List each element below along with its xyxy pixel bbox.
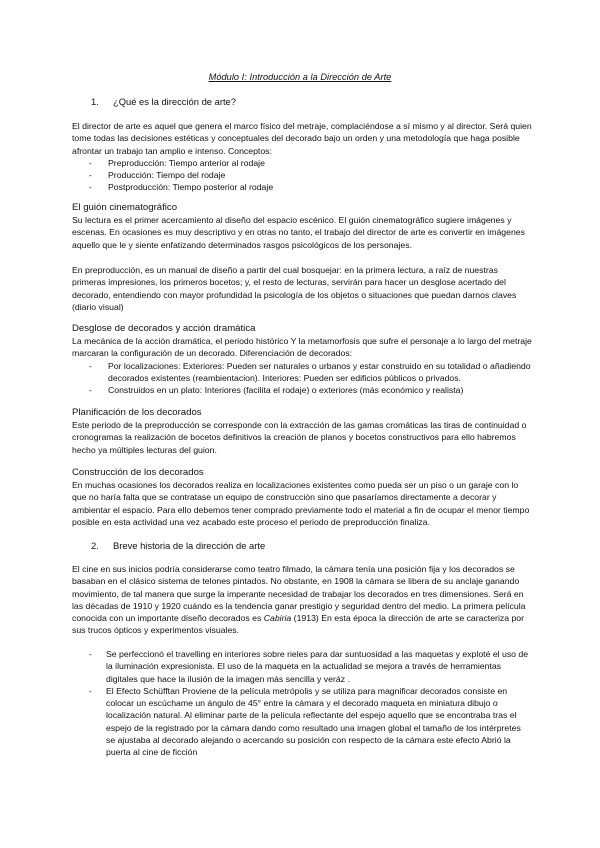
section-1-title: ¿Qué es la dirección de arte? [113,96,236,107]
list-item: - Construidos en un plato: Interiores (facilita el rodaje) o exteriores (más económico y realista) [72,384,532,396]
decorados-list [72,360,532,397]
desglose-block [72,335,532,396]
construccion-block [72,479,532,528]
guion-paragraph-1: Su lectura es el primer acercamiento al diseño del espacio escénico. El guión cinematográfico sugiere imágenes y escenas. En ocasiones es muy descriptivo y en otras no tanto, el trabajo del director de arte es convertir en imágenes aquello que le y siente enfatizando determinados rasgos psicológicos de los personajes. [72,215,525,250]
list-item: - Preproducción: Tiempo anterior al rodaje [72,157,532,169]
list-item: - Producción: Tiempo del rodaje [72,169,532,181]
desglose-paragraph: La mecánica de la acción dramática, el periodo histórico Y la metamorfosis que sufre el personaje a lo largo del metraje marcaran la configuración de un decorado. Diferenciación de decorados: [72,336,532,359]
history-block [72,563,532,637]
history-paragraph [72,563,532,637]
desglose-heading: Desglose de decorados y acción dramática [72,323,256,334]
construccion-paragraph: En muchas ocasiones los decorados realiza en localizaciones existentes como pueda ser un piso o un garaje con lo que no haría falta que se contratase un equipo de construcción sino que pasaríamos directamente a decorar y ambientar el espacio. Para ello debemos tener comprado previamente todo el material a fin de ocupar el menor tiempo posible en esta actividad una vez acabado este proceso el periodo de preproducción finaliza. [72,480,530,527]
history-list [72,648,532,759]
intro-paragraph: El director de arte es aquel que genera el marco físico del metraje, complaciéndose a sí mismo y al director. Será quien tome todas las decisiones estéticas y conceptuales del decorado bajo un orden y una metodología que haga posible afrontar un trabajo tan amplio e intenso. Conceptos: [72,121,532,156]
history-text-2: (1913) En esta época la dirección de arte se caracteriza por sus trucos ópticos y experimentos visuales. [72,613,525,636]
concepts-list [72,157,532,194]
list-item: - Se perfeccionó el travelling en interiores sobre rieles para dar suntuosidad a las maquetas y exploté el uso de la iluminación expresionista. El uso de la maqueta en la actualidad se mejora a través de herramientas digitales que hace la ilusión de la imagen más sencilla y veráz . [72,648,532,685]
planificacion-heading: Planificación de los decorados [72,407,202,418]
history-list-block [72,648,532,759]
guion-heading: El guión cinematográfico [72,202,178,213]
section-2-title: Breve historia de la dirección de arte [113,540,266,551]
guion-paragraph-2: En preproducción, es un manual de diseño a partir del cual bosquejar: en la primera lectura, a raíz de nuestras primeras impresiones, los primeros bocetos; y, el resto de lecturas, servirán para hacer un desglose acertado del decorado, entendiendo con mayor profundidad la psicología de los objetos o situaciones que puedan darnos claves (diario visual) [72,265,517,312]
guion-block [72,214,532,251]
section-1-intro-block [72,120,532,194]
section-1-heading [91,96,236,107]
planificacion-block [72,419,532,456]
planificacion-paragraph: Este periodo de la preproducción se corresponde con la extracción de las gamas cromáticas las tiras de continuidad o cronogramas la realización de bocetos definitivos la creación de planos y bocetos constructivos para ello habremos hecho ya múltiples lecturas del guion. [72,420,527,455]
list-item: - Por localizaciones: Exteriores: Pueden ser naturales o urbanos y estar construido en su totalidad o añadiendo decorados existentes (reambientacion). Interiores: Pueden ser edificios públicos o privados. [72,360,532,385]
film-title-cabiria: Cabiria [263,613,292,624]
guion-block-2 [72,264,532,313]
history-text-1: El cine en sus inicios podría considerarse como teatro filmado, la cámara tenía una posición fija y los decorados se basaban en el clásico sistema de telones pintados. No obstante, en 1908 la cámara se libera de su anclaje ganando movimiento, de tal manera que surge la imperante necesidad de trabajar los decorados en tres dimensiones. Será en las décadas de 1910 y 1920 cuándo es la tendencia ganar prestigio y seguridad dentro del medio. La primera película conocida con un importante diseño decorados es [72,564,526,624]
section-1-number: 1. [91,96,99,107]
module-title: Módulo I: Introducción a la Dirección de Arte [208,72,392,82]
section-2-number: 2. [91,540,99,551]
list-item: - Postproducción: Tiempo posterior al rodaje [72,181,532,193]
section-2-heading [91,540,265,551]
list-item: - El Efecto Schüfftan Proviene de la película metrópolis y se utiliza para magnificar decorados consiste en colocar un escúchame un ángulo de 45° entre la cámara y el decorado maqueta en miniatura dibujo o localización natural. Al eliminar parte de la película reflectante del espejo aquello que se encontraba tras el espejo de la registrado por la cámara dando como resultado una imagen global el tamaño de los intérpretes se ajustaba al decorado alejando o acercando su posición con respecto de la cámara este efecto Abrió la puerta al cine de ficción [72,685,532,759]
construccion-heading: Construcción de los decorados [72,467,204,478]
